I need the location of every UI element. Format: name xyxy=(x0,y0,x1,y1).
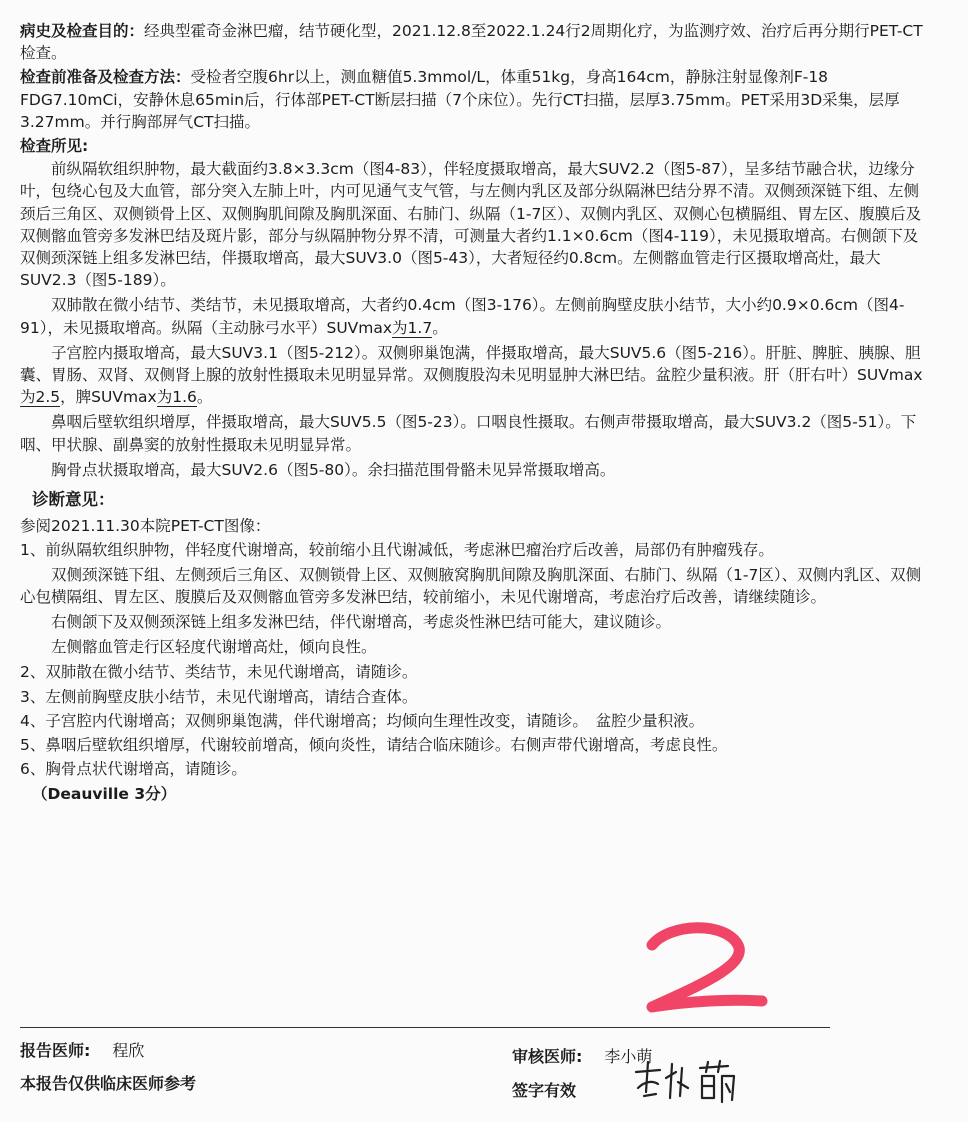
diagnosis-item-6: 6、胸骨点状代谢增高，请随诊。 xyxy=(20,760,247,779)
history-section xyxy=(20,20,925,64)
reporter-name: 程欣 xyxy=(112,1041,145,1060)
method-label: 检查前准备及检查方法： xyxy=(20,68,191,87)
findings-label: 检查所见: xyxy=(20,137,89,156)
reporter-label: 报告医师: xyxy=(20,1041,91,1060)
history-label: 病史及检查目的： xyxy=(20,22,145,40)
history-text: 经典型霍奇金淋巴瘤，结节硬化型，2021.12.8至2022.1.24行2周期化疗，为监测疗效、治疗后再分期行PET-CT检查。 xyxy=(20,22,923,63)
findings-p2-underlined: 为1.7 xyxy=(392,318,433,337)
findings-paragraph-4: 鼻咽后壁软组织增厚，伴摄取增高，最大SUV5.5（图5-23）。口咽良性摄取。右侧声带摄取增高，最大SUV3.2（图5-51）。下咽、甲状腺、副鼻窦的放射性摄取未见明显异常。 xyxy=(20,413,917,454)
findings-p2-end: 。 xyxy=(432,318,448,337)
handwritten-signature xyxy=(630,1058,750,1108)
findings-p3-mid: ，脾SUVmax xyxy=(60,388,157,407)
diagnosis-item-1-iliac: 左侧髂血管走行区轻度代谢增高灶，倾向良性。 xyxy=(51,638,377,657)
method-section xyxy=(20,66,925,133)
findings-paragraph-3 xyxy=(20,342,925,409)
diagnosis-item-3: 3、左侧前胸壁皮肤小结节，未见代谢增高，请结合查体。 xyxy=(20,687,418,706)
sign-valid-label: 签字有效 xyxy=(512,1081,577,1100)
findings-p3-text: 子宫腔内摄取增高，最大SUV3.1（图5-212）。双侧卵巢饱满，伴摄取增高，最大SUV5.6（图5-216）。肝脏、脾脏、胰腺、胆囊、胃肠、双肾、双侧肾上腺的放射性摄取未见明显异常。双侧腹股沟未见明显肿大淋巴结。盆腔少量积液。肝（肝右叶）SUVmax xyxy=(20,343,923,385)
diagnosis-item-5: 5、鼻咽后壁软组织增厚，代谢较前增高，倾向炎性，请结合临床随诊。右侧声带代谢增高，考虑良性。 xyxy=(20,736,728,755)
findings-p3-end: 。 xyxy=(196,388,213,407)
disclaimer: 本报告仅供临床医师参考 xyxy=(20,1074,197,1093)
findings-p3-underlined-spleen: 为1.6 xyxy=(156,388,197,407)
diagnosis-item-1: 1、前纵隔软组织肿物，伴轻度代谢增高，较前缩小且代谢减低，考虑淋巴瘤治疗后改善，局部仍有肿瘤残存。 xyxy=(20,541,774,560)
diagnosis-reference: 参阅2021.11.30本院PET-CT图像： xyxy=(20,517,271,536)
reporter-line xyxy=(20,1038,144,1061)
findings-paragraph-5: 胸骨点状摄取增高，最大SUV2.6（图5-80）。余扫描范围骨骼未见异常摄取增高。 xyxy=(51,460,616,479)
reviewer-name: 李小萌 xyxy=(604,1047,653,1066)
diagnosis-section xyxy=(20,515,925,804)
diagnosis-item-4: 4、子宫腔内代谢增高；双侧卵巢饱满，伴代谢增高；均倾向生理性改变，请随诊。 盆腔少量积液。 xyxy=(20,711,705,730)
reviewer-label: 审核医师: xyxy=(512,1047,583,1066)
findings-p2-text: 双肺散在微小结节、类结节，未见摄取增高，大者约0.4cm（图3-176）。左侧前胸壁皮肤小结节，大小约0.9×0.6cm（图4-91），未见摄取增高。纵隔（主动脉弓水平）SUVmax xyxy=(20,296,905,337)
diagnosis-item-1-lymph-nodes: 双侧颈深链下组、左侧颈后三角区、双侧锁骨上区、双侧腋窝胸肌间隙及胸肌深面、右肺门、纵隔（1-7区）、双侧内乳区、双侧心包横隔组、胃左区、腹膜后及双侧髂血管旁多发淋巴结，较前缩小，未见代谢增高，考虑治疗后改善，请继续随诊。 xyxy=(20,565,922,606)
deauville-score: （Deauville 3分） xyxy=(32,784,177,803)
findings-p3-underlined-liver: 为2.5 xyxy=(20,388,61,407)
findings-paragraph-2 xyxy=(20,294,925,338)
report-body xyxy=(20,20,925,805)
diagnosis-item-1-submandibular: 右侧颌下及双侧颈深链上组多发淋巴结，伴代谢增高，考虑炎性淋巴结可能大，建议随诊。 xyxy=(51,613,672,632)
handwritten-mark-2 xyxy=(630,915,770,1020)
footer-divider xyxy=(20,1027,830,1028)
method-text: 受检者空腹6hr以上，测血糖值5.3mmol/L，体重51kg，身高164cm，静脉注射显像剂F-18 FDG7.10mCi，安静休息65min后，行体部PET-CT断层扫描（7个床位）。先行CT扫描，层厚3.75mm。PET采用3D采集，层厚3.27mm。并行胸部屏气CT扫描。 xyxy=(20,68,900,131)
diagnosis-item-2: 2、双肺散在微小结节、类结节，未见代谢增高，请随诊。 xyxy=(20,663,418,682)
diagnosis-label: 诊断意见： xyxy=(32,490,115,510)
findings-paragraph-1: 前纵隔软组织肿物，最大截面约3.8×3.3cm（图4-83），伴轻度摄取增高，最大SUV2.2（图5-87），呈多结节融合状，边缘分叶，包绕心包及大血管，部分突入左肺上叶，内可见通气支气管，与左侧内乳区及部分纵隔淋巴结分界不清。双侧颈深链下组、左侧颈后三角区、双侧锁骨上区、双侧胸肌间隙及胸肌深面、右肺门、纵隔（1-7区）、双侧内乳区、双侧心包横膈组、胃左区、腹膜后及双侧髂血管旁多发淋巴结及斑片影，部分与纵隔肿物分界不清，可测量大者约1.1×0.6cm（图4-119），未见摄取增高。右侧颌下及双侧颈深链上组多发淋巴结，伴摄取增高，最大SUV3.0（图5-43），大者短径约0.8cm。左侧髂血管走行区摄取增高灶，最大SUV2.3（图5-189）。 xyxy=(20,160,922,290)
